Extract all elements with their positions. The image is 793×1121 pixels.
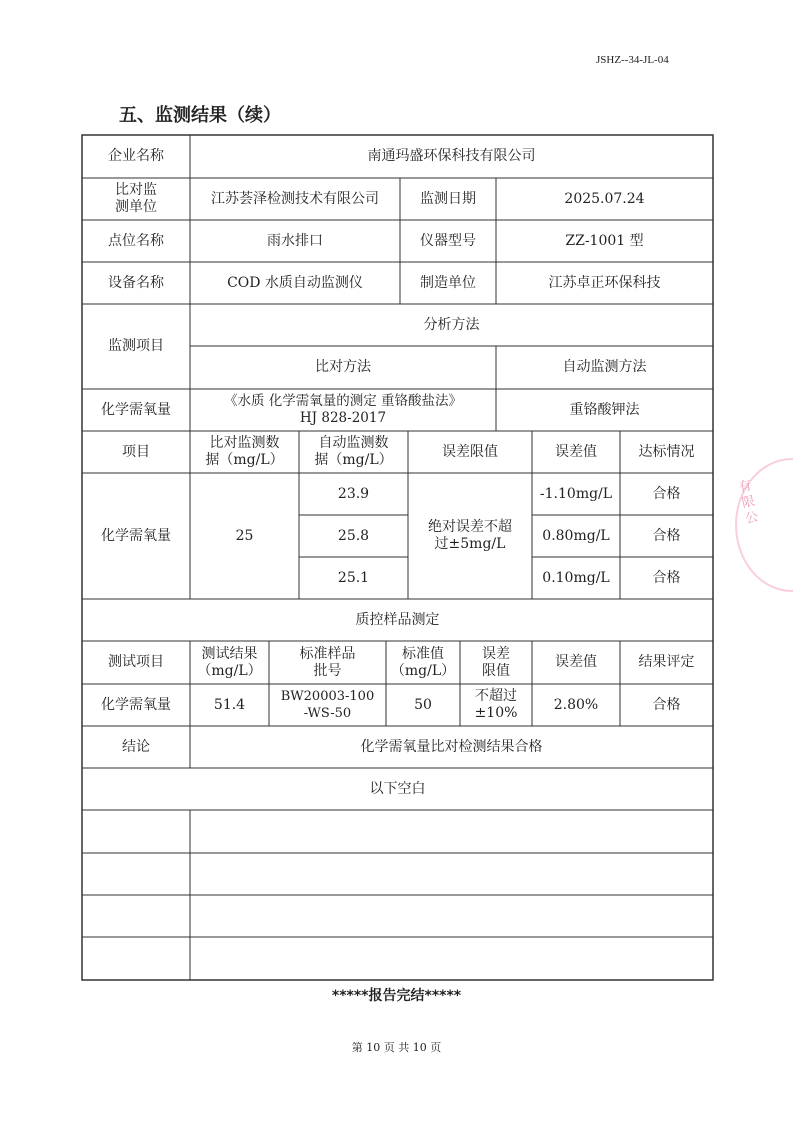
qc-header-limit: 误差 限值 xyxy=(482,645,510,679)
point-label: 点位名称 xyxy=(108,232,164,249)
conclusion-label: 结论 xyxy=(122,738,150,755)
maker-value: 江苏卓正环保科技 xyxy=(548,274,661,291)
qc-header-item: 测试项目 xyxy=(108,654,164,670)
status-value: 合格 xyxy=(652,527,681,544)
monitor-date-label: 监测日期 xyxy=(420,190,476,207)
blank-note: 以下空白 xyxy=(369,780,426,797)
auto-value: 23.9 xyxy=(337,485,370,502)
device-label: 设备名称 xyxy=(108,274,164,291)
auto-value: 25.8 xyxy=(337,527,370,544)
company-label: 企业名称 xyxy=(108,148,164,164)
compare-header-item: 项目 xyxy=(122,443,150,460)
company-value: 南通玛盛环保科技有限公司 xyxy=(367,148,536,164)
compare-header-compare: 比对监测数 据（mg/L） xyxy=(205,435,284,468)
cod-compare-method: 《水质 化学需氧量的测定 重铬酸盐法》 HJ 828-2017 xyxy=(223,393,463,426)
qc-value-limit: 不超过 ±10% xyxy=(474,688,518,721)
device-value: COD 水质自动监测仪 xyxy=(227,274,363,291)
maker-label: 制造单位 xyxy=(420,274,476,291)
qc-value-evaluation: 合格 xyxy=(652,696,681,713)
point-value: 雨水排口 xyxy=(267,232,323,249)
error-value: -1.10mg/L xyxy=(539,485,613,502)
qc-value-item: 化学需氧量 xyxy=(101,696,171,713)
compare-value: 25 xyxy=(235,527,254,544)
qc-value-error: 2.80% xyxy=(553,696,599,713)
qc-value-batch: BW20003-100 -WS-50 xyxy=(280,689,375,721)
qc-header-evaluation: 结果评定 xyxy=(638,654,695,670)
auto-method-label: 自动监测方法 xyxy=(562,359,647,375)
monitor-item-label: 监测项目 xyxy=(108,338,164,354)
qc-header-error: 误差值 xyxy=(555,654,597,670)
model-value: ZZ-1001 型 xyxy=(565,232,644,249)
compare-item: 化学需氧量 xyxy=(101,527,171,544)
qc-header-result: 测试结果 （mg/L） xyxy=(197,645,262,679)
conclusion-value: 化学需氧量比对检测结果合格 xyxy=(360,738,543,755)
page-footer: 第 10 页 共 10 页 xyxy=(351,1041,442,1054)
model-label: 仪器型号 xyxy=(420,232,476,249)
qc-title: 质控样品测定 xyxy=(355,611,440,628)
analysis-method-label: 分析方法 xyxy=(423,316,480,333)
auto-value: 25.1 xyxy=(337,569,370,586)
document-code: JSHZ--34-JL-04 xyxy=(596,54,669,66)
cod-method-label: 化学需氧量 xyxy=(101,401,171,418)
compare-unit-label: 比对监 测单位 xyxy=(115,182,157,215)
section-title: 五、监测结果（续） xyxy=(119,105,281,126)
monitor-date-value: 2025.07.24 xyxy=(564,190,645,207)
status-value: 合格 xyxy=(652,569,681,586)
error-value: 0.10mg/L xyxy=(542,569,610,586)
report-end-mark: *****报告完结***** xyxy=(331,988,462,1004)
error-value: 0.80mg/L xyxy=(542,527,610,544)
cod-auto-method: 重铬酸钾法 xyxy=(569,401,640,418)
compare-method-label: 比对方法 xyxy=(315,359,371,375)
error-limit: 绝对误差不超 过±5mg/L xyxy=(428,519,512,552)
status-value: 合格 xyxy=(652,485,681,502)
compare-header-auto: 自动监测数 据（mg/L） xyxy=(314,435,393,468)
compare-header-status: 达标情况 xyxy=(638,443,695,460)
qc-header-batch: 标准样品 批号 xyxy=(299,645,356,679)
compare-unit-value: 江苏荟泽检测技术有限公司 xyxy=(211,190,379,207)
qc-value-standard: 50 xyxy=(414,696,432,713)
company-seal-text: 有限公 xyxy=(737,478,760,527)
qc-header-standard: 标准值 （mg/L） xyxy=(390,645,456,679)
compare-header-limit: 误差限值 xyxy=(442,443,498,460)
compare-header-error: 误差值 xyxy=(555,443,597,460)
qc-value-result: 51.4 xyxy=(213,696,246,713)
